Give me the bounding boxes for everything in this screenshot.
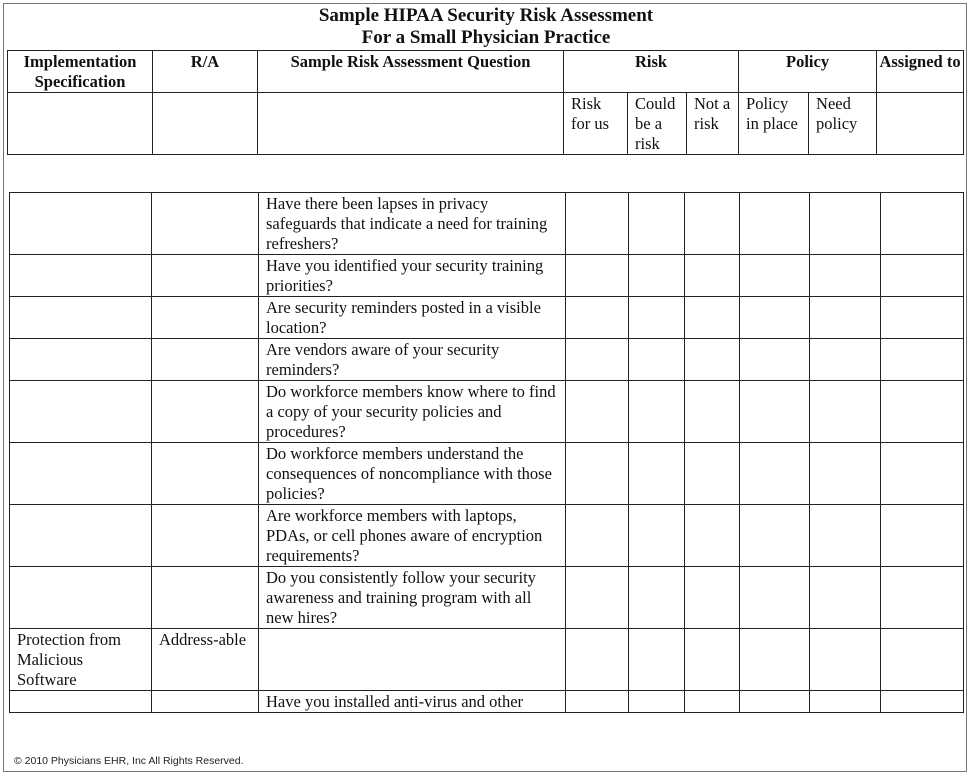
cell-not-a-risk	[685, 691, 740, 713]
cell-assigned-to	[881, 255, 964, 297]
cell-question	[259, 629, 566, 691]
cell-risk-for-us	[566, 505, 629, 567]
subheader-could-be-a-risk: Could be a risk	[628, 93, 687, 155]
cell-not-a-risk	[685, 297, 740, 339]
cell-policy-in-place	[740, 381, 810, 443]
cell-implementation-specification	[10, 193, 152, 255]
cell-implementation-specification	[10, 339, 152, 381]
cell-ra	[152, 567, 259, 629]
table-row	[10, 567, 964, 629]
cell-not-a-risk	[685, 567, 740, 629]
subheader-empty-cell	[8, 93, 153, 155]
table-row	[10, 193, 964, 255]
cell-ra	[152, 443, 259, 505]
cell-risk-for-us	[566, 443, 629, 505]
cell-could-be-a-risk	[629, 255, 685, 297]
col-header-risk: Risk	[564, 51, 739, 93]
document-title: Sample HIPAA Security Risk Assessment	[318, 5, 654, 26]
cell-not-a-risk	[685, 381, 740, 443]
col-header-implementation-specification: Implementation Specification	[8, 51, 153, 93]
subheader-need-policy: Need policy	[809, 93, 877, 155]
cell-need-policy	[810, 297, 881, 339]
cell-assigned-to	[881, 297, 964, 339]
cell-need-policy	[810, 691, 881, 713]
table-row	[10, 443, 964, 505]
cell-ra	[152, 505, 259, 567]
cell-assigned-to	[881, 629, 964, 691]
cell-could-be-a-risk	[629, 691, 685, 713]
table-row	[10, 629, 964, 691]
cell-question: Have you identified your security training priorities?	[259, 255, 566, 297]
document-subtitle: For a Small Physician Practice	[361, 27, 611, 48]
cell-ra	[152, 339, 259, 381]
table-row	[10, 691, 964, 713]
cell-risk-for-us	[566, 629, 629, 691]
cell-question: Do you consistently follow your security awareness and training program with all new hires?	[259, 567, 566, 629]
cell-risk-for-us	[566, 339, 629, 381]
cell-implementation-specification	[10, 381, 152, 443]
cell-need-policy	[810, 567, 881, 629]
cell-could-be-a-risk	[629, 297, 685, 339]
col-header-question: Sample Risk Assessment Question	[258, 51, 564, 93]
cell-implementation-specification	[10, 567, 152, 629]
cell-ra	[152, 381, 259, 443]
cell-could-be-a-risk	[629, 443, 685, 505]
cell-not-a-risk	[685, 629, 740, 691]
cell-could-be-a-risk	[629, 567, 685, 629]
header-spacer	[8, 155, 964, 173]
cell-assigned-to	[881, 339, 964, 381]
cell-question: Have there been lapses in privacy safeguards that indicate a need for training refreshers?	[259, 193, 566, 255]
copyright-footer: © 2010 Physicians EHR, Inc All Rights Reserved.	[14, 755, 244, 767]
cell-need-policy	[810, 339, 881, 381]
table-row	[10, 381, 964, 443]
cell-risk-for-us	[566, 297, 629, 339]
cell-policy-in-place	[740, 567, 810, 629]
cell-ra: Address-able	[152, 629, 259, 691]
cell-policy-in-place	[740, 691, 810, 713]
cell-could-be-a-risk	[629, 505, 685, 567]
table-row	[10, 255, 964, 297]
cell-not-a-risk	[685, 193, 740, 255]
subheader-policy-in-place: Policy in place	[739, 93, 809, 155]
cell-need-policy	[810, 255, 881, 297]
cell-ra	[152, 193, 259, 255]
col-header-ra: R/A	[153, 51, 258, 93]
cell-risk-for-us	[566, 381, 629, 443]
cell-not-a-risk	[685, 505, 740, 567]
cell-assigned-to	[881, 505, 964, 567]
subheader-risk-for-us: Risk for us	[564, 93, 628, 155]
cell-question: Do workforce members know where to find a copy of your security policies and procedures?	[259, 381, 566, 443]
cell-risk-for-us	[566, 691, 629, 713]
cell-need-policy	[810, 443, 881, 505]
cell-implementation-specification	[10, 505, 152, 567]
cell-policy-in-place	[740, 255, 810, 297]
cell-question: Have you installed anti-virus and other	[259, 691, 566, 713]
assessment-table	[9, 192, 964, 713]
cell-could-be-a-risk	[629, 629, 685, 691]
cell-implementation-specification: Protection from Malicious Software	[10, 629, 152, 691]
cell-policy-in-place	[740, 193, 810, 255]
cell-need-policy	[810, 629, 881, 691]
cell-assigned-to	[881, 381, 964, 443]
cell-not-a-risk	[685, 255, 740, 297]
cell-need-policy	[810, 381, 881, 443]
cell-risk-for-us	[566, 255, 629, 297]
cell-need-policy	[810, 193, 881, 255]
cell-not-a-risk	[685, 339, 740, 381]
subheader-not-a-risk: Not a risk	[687, 93, 739, 155]
cell-implementation-specification	[10, 443, 152, 505]
col-header-assigned-to: Assigned to	[877, 51, 964, 93]
cell-could-be-a-risk	[629, 381, 685, 443]
subheader-empty-cell	[877, 93, 964, 155]
cell-ra	[152, 691, 259, 713]
header-table	[7, 50, 964, 173]
cell-assigned-to	[881, 443, 964, 505]
cell-policy-in-place	[740, 297, 810, 339]
cell-ra	[152, 297, 259, 339]
cell-question: Do workforce members understand the consequences of noncompliance with those policies?	[259, 443, 566, 505]
cell-could-be-a-risk	[629, 193, 685, 255]
subheader-empty-cell	[258, 93, 564, 155]
cell-question: Are workforce members with laptops, PDAs, or cell phones aware of encryption requirements?	[259, 505, 566, 567]
cell-need-policy	[810, 505, 881, 567]
table-row	[10, 505, 964, 567]
cell-question: Are security reminders posted in a visible location?	[259, 297, 566, 339]
col-header-policy: Policy	[739, 51, 877, 93]
cell-policy-in-place	[740, 505, 810, 567]
cell-policy-in-place	[740, 339, 810, 381]
table-row	[10, 339, 964, 381]
cell-question: Are vendors aware of your security reminders?	[259, 339, 566, 381]
cell-assigned-to	[881, 691, 964, 713]
table-row	[10, 297, 964, 339]
cell-ra	[152, 255, 259, 297]
cell-implementation-specification	[10, 691, 152, 713]
cell-risk-for-us	[566, 193, 629, 255]
cell-policy-in-place	[740, 629, 810, 691]
cell-implementation-specification	[10, 297, 152, 339]
cell-assigned-to	[881, 193, 964, 255]
subheader-empty-cell	[153, 93, 258, 155]
cell-assigned-to	[881, 567, 964, 629]
cell-policy-in-place	[740, 443, 810, 505]
cell-implementation-specification	[10, 255, 152, 297]
cell-not-a-risk	[685, 443, 740, 505]
cell-risk-for-us	[566, 567, 629, 629]
cell-could-be-a-risk	[629, 339, 685, 381]
